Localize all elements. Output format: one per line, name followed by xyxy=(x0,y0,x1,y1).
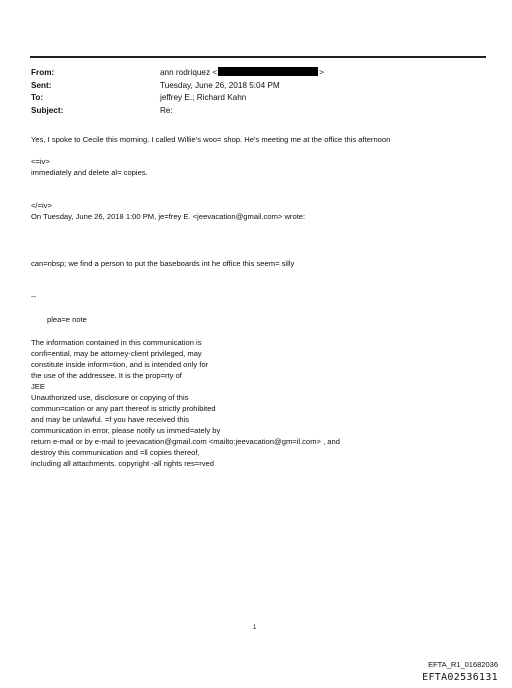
email-header xyxy=(31,67,491,117)
redaction-box xyxy=(218,67,318,76)
disclaimer-line: including all attachments. copyright -all rights res=rved xyxy=(31,459,214,468)
subject-row xyxy=(31,105,491,118)
disclaimer-line: communication in error, please notify us immed=ately by xyxy=(31,426,221,435)
bates-number-primary: EFTA_R1_01682036 xyxy=(428,660,498,669)
from-row xyxy=(31,67,491,80)
sent-label: Sent: xyxy=(31,80,52,90)
disclaimer-line: Unauthorized use, disclosure or copying of this xyxy=(31,393,189,402)
sent-row xyxy=(31,80,491,93)
subject-label: Subject: xyxy=(31,105,64,115)
to-label: To: xyxy=(31,93,44,102)
from-name: ann rodriquez < xyxy=(160,68,218,77)
signature-separator: -- xyxy=(31,292,37,301)
disclaimer-line: constitute inside inform=tion, and is intended only for xyxy=(31,360,209,369)
page-number: 1 xyxy=(253,625,257,631)
disclaimer-line: The information contained in this communication is xyxy=(31,338,202,347)
from-tail: > xyxy=(319,68,324,77)
bates-number-secondary: EFTA02536131 xyxy=(422,672,498,683)
subject-value: Re: xyxy=(160,105,173,115)
div-open-tag: <=iv> xyxy=(31,157,50,166)
disclaimer-line: return e-mail or by e-mail to jeevacation@gmail.com <mailto:jeevacation@gm=il.com> , and xyxy=(31,437,340,446)
header-rule xyxy=(30,56,486,58)
from-value xyxy=(160,67,324,80)
quoted-message: can=nbsp; we find a person to put the baseboards int he office this seem= silly xyxy=(31,259,295,268)
from-label: From: xyxy=(31,68,55,77)
please-note: plea=e note xyxy=(47,315,87,324)
to-value: jeffrey E.; Richard Kahn xyxy=(160,93,247,102)
to-row xyxy=(31,92,491,105)
disclaimer-line: destroy this communication and =ll copies thereof, xyxy=(31,448,200,457)
delete-line: immediately and delete al= copies. xyxy=(31,168,148,177)
reply-text: Yes, I spoke to Cecile this morning. I called Willie's woo= shop. He's meeting me at the office this afternoon xyxy=(31,135,391,144)
div-close-tag: </=iv> xyxy=(31,201,52,210)
disclaimer-line: and may be unlawful. =f you have received this xyxy=(31,415,190,424)
sent-value: Tuesday, June 26, 2018 5:04 PM xyxy=(160,80,280,90)
disclaimer-line: JEE xyxy=(31,382,45,391)
disclaimer-line: commun=cation or any part thereof is strictly prohibited xyxy=(31,404,216,413)
quoted-header-line: On Tuesday, June 26, 2018 1:00 PM, je=frey E. <jeevacation@gmail.com> wrote: xyxy=(31,212,306,221)
disclaimer-line: the use of the addressee. It is the prop=rty of xyxy=(31,371,182,380)
disclaimer-line: confi=ential, may be attorney-client privileged, may xyxy=(31,349,202,358)
